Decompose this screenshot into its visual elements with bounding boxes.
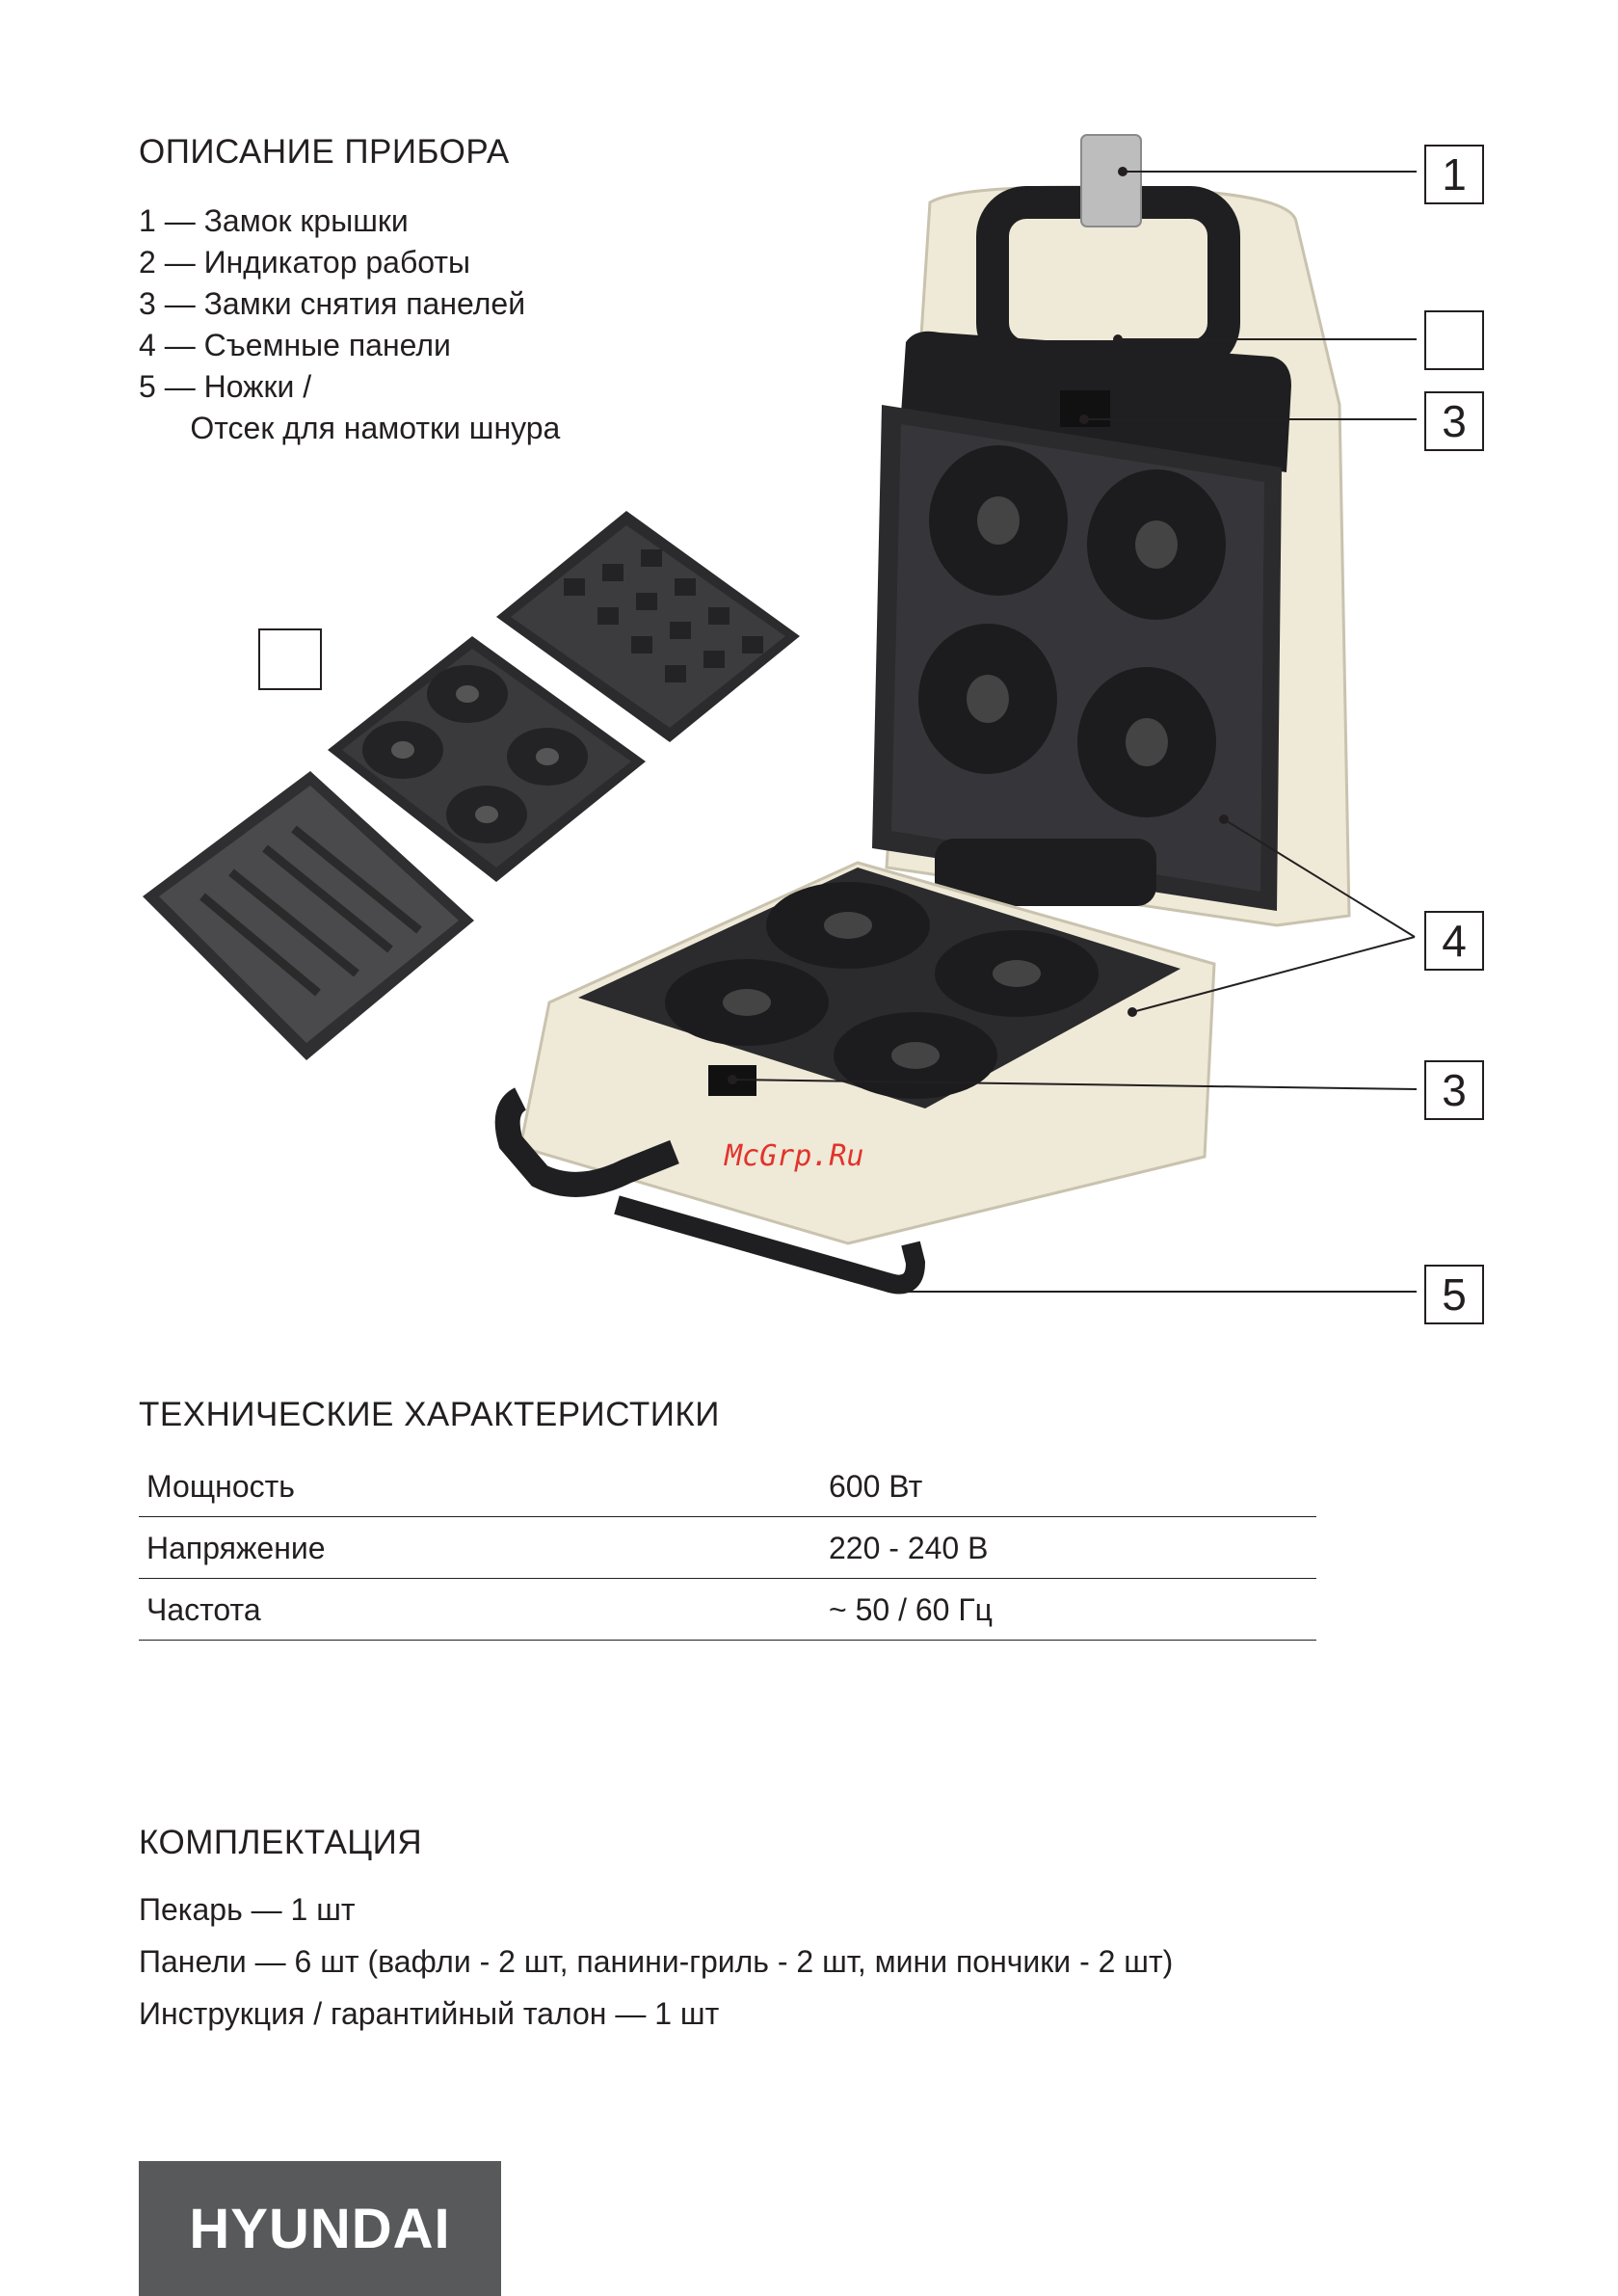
appliance-base <box>508 863 1214 1285</box>
callout-box-lid-lock: 1 <box>1424 145 1484 204</box>
spec-row <box>139 1579 1316 1641</box>
description-item: 2 — Индикатор работы <box>139 245 471 280</box>
callout-box-panel-locks-bottom: 3 <box>1424 1060 1484 1120</box>
hyundai-logo: HYUNDAI <box>139 2161 501 2296</box>
callout-box-feet: 5 <box>1424 1265 1484 1324</box>
spec-name: Частота <box>146 1592 261 1627</box>
spec-row <box>139 1517 1316 1579</box>
watermark: McGrp.Ru <box>725 1139 864 1173</box>
description-item: Отсек для намотки шнура <box>139 411 561 445</box>
description-item: 1 — Замок крышки <box>139 203 409 238</box>
spec-name: Напряжение <box>146 1531 326 1565</box>
kit-item: Панели — 6 шт (вафли - 2 шт, панини-гриль - 2 шт, мини пончики - 2 шт) <box>139 1944 1174 1979</box>
kit-list <box>139 1883 1173 2040</box>
spec-value: 600 Вт <box>829 1469 923 1504</box>
callout-box-removable-panels: 4 <box>1424 911 1484 971</box>
description-item: 5 — Ножки / <box>139 369 312 404</box>
kit-item: Инструкция / гарантийный талон — 1 шт <box>139 1996 720 2031</box>
callout-box-panel-locks-top: 3 <box>1424 391 1484 451</box>
description-title: ОПИСАНИЕ ПРИБОРА <box>139 133 510 171</box>
description-item: 3 — Замки снятия панелей <box>139 286 526 321</box>
kit-title: КОМПЛЕКТАЦИЯ <box>139 1824 423 1861</box>
spec-row <box>139 1455 1316 1517</box>
appliance-lid <box>872 135 1349 925</box>
spec-value: 220 - 240 В <box>829 1531 989 1565</box>
spec-name: Мощность <box>146 1469 295 1504</box>
kit-item: Пекарь — 1 шт <box>139 1892 356 1927</box>
callout-box-indicator <box>1424 310 1484 370</box>
specs-table <box>139 1455 1316 1641</box>
description-item: 4 — Съемные панели <box>139 328 451 362</box>
spec-value: ~ 50 / 60 Гц <box>829 1592 993 1627</box>
specs-title: ТЕХНИЧЕСКИЕ ХАРАКТЕРИСТИКИ <box>139 1396 720 1433</box>
